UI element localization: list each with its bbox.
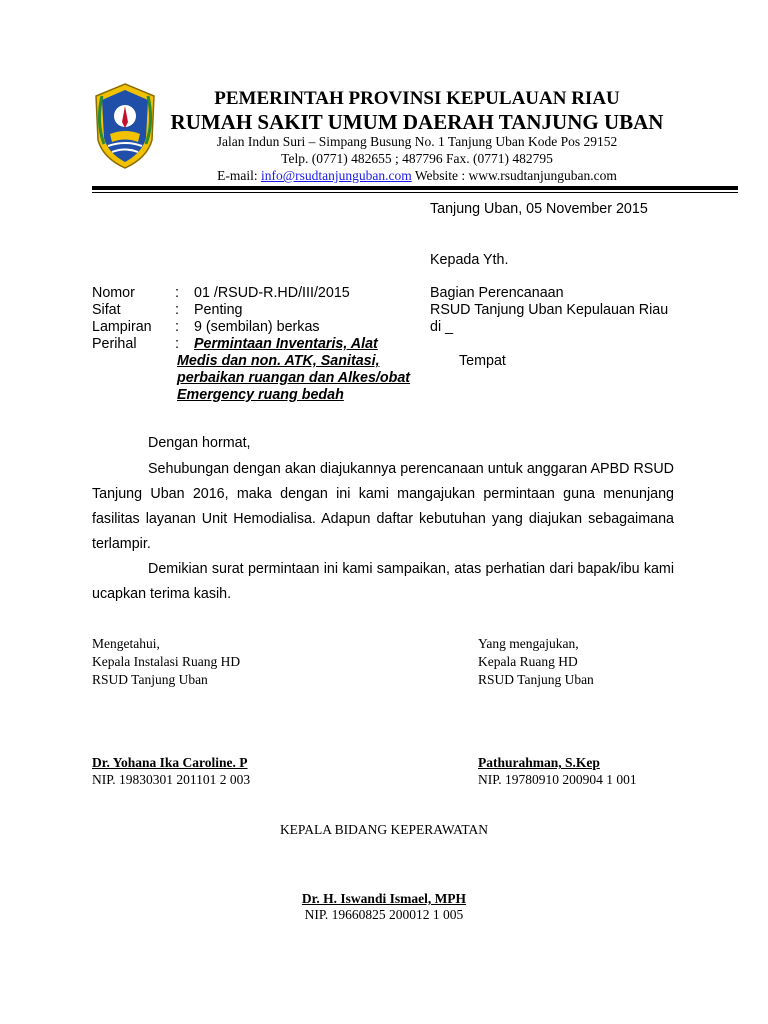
- sig-bottom-title: KEPALA BIDANG KEPERAWATAN: [279, 822, 489, 837]
- sifat-value: Penting: [194, 302, 243, 318]
- letterhead-line2: RUMAH SAKIT UMUM DAERAH TANJUNG UBAN: [170, 110, 664, 134]
- letterhead-phone: Telp. (0771) 482655 ; 487796 Fax. (0771) 482795: [281, 151, 553, 166]
- perihal-label: Perihal: [92, 336, 137, 352]
- recipient-line4: Tempat: [459, 353, 506, 369]
- recipient-line1: Bagian Perencanaan: [430, 285, 564, 301]
- perihal-value: Permintaan Inventaris, Alat Medis dan non. ATK, Sanitasi, perbaikan ruangan dan Alkes/obat Emergency ruang bedah: [177, 336, 411, 403]
- sig-bottom-nip: NIP. 19660825 200012 1 005: [304, 907, 464, 922]
- letterhead-address: Jalan Indun Suri – Simpang Busung No. 1 Tanjung Uban Kode Pos 29152: [216, 134, 618, 149]
- sig-bottom-name-wrap: [184, 890, 584, 908]
- recipient-line3: di _: [430, 319, 454, 335]
- sig-left-name: Dr. Yohana Ika Caroline. P: [92, 755, 248, 770]
- email-link[interactable]: info@rsudtanjunguban.com: [260, 168, 412, 183]
- sig-right-line1: Yang mengajukan,: [478, 636, 579, 651]
- sig-left-nip: NIP. 19830301 201101 2 003: [92, 772, 251, 787]
- nomor-colon: :: [175, 285, 179, 301]
- sifat-colon: :: [175, 302, 179, 318]
- place-date: Tanjung Uban, 05 November 2015: [430, 201, 648, 217]
- letterhead-divider-thick: [92, 186, 738, 190]
- sig-right-line2: Kepala Ruang HD: [478, 654, 578, 669]
- email-label: E-mail:: [217, 168, 261, 183]
- perihal-colon: :: [175, 336, 179, 352]
- recipient-line2: RSUD Tanjung Uban Kepulauan Riau: [430, 302, 669, 318]
- nomor-value: 01 /RSUD-R.HD/III/2015: [194, 285, 350, 301]
- letterhead-line1: PEMERINTAH PROVINSI KEPULAUAN RIAU: [214, 88, 620, 109]
- body-paragraph-1: Sehubungan dengan akan diajukannya perencanaan untuk anggaran APBD RSUD Tanjung Uban 2016, maka dengan ini kami mangajukan permintaan guna menunjang fasilitas layanan Unit Hemodialisa. Adapun daftar kebutuhan yang diajukan sebagaimana terlampir.: [92, 461, 674, 552]
- nomor-label: Nomor: [92, 285, 135, 301]
- website-text: Website : www.rsudtanjunguban.com: [411, 168, 617, 183]
- sifat-label: Sifat: [92, 302, 121, 318]
- sig-left-line2: Kepala Instalasi Ruang HD: [92, 654, 241, 669]
- sig-right-nip: NIP. 19780910 200904 1 001: [478, 772, 637, 787]
- sig-left-line1: Mengetahui,: [92, 636, 160, 651]
- lampiran-colon: :: [175, 319, 179, 335]
- greeting: Dengan hormat,: [148, 435, 251, 451]
- body-paragraph-2: Demikian surat permintaan ini kami sampaikan, atas perhatian dari bapak/ibu kami ucapkan terima kasih.: [92, 561, 674, 602]
- sig-bottom-name: Dr. H. Iswandi Ismael, MPH: [301, 891, 467, 906]
- lampiran-label: Lampiran: [92, 319, 152, 335]
- recipient-salutation: Kepada Yth.: [430, 252, 509, 268]
- province-emblem-logo: [92, 82, 158, 172]
- letterhead-divider-thin: [92, 192, 738, 193]
- sig-left-line3: RSUD Tanjung Uban: [92, 672, 208, 687]
- sig-right-line3: RSUD Tanjung Uban: [478, 672, 594, 687]
- sig-right-name: Pathurahman, S.Kep: [478, 755, 600, 770]
- lampiran-value: 9 (sembilan) berkas: [194, 319, 320, 335]
- letterhead-contact: [160, 168, 674, 184]
